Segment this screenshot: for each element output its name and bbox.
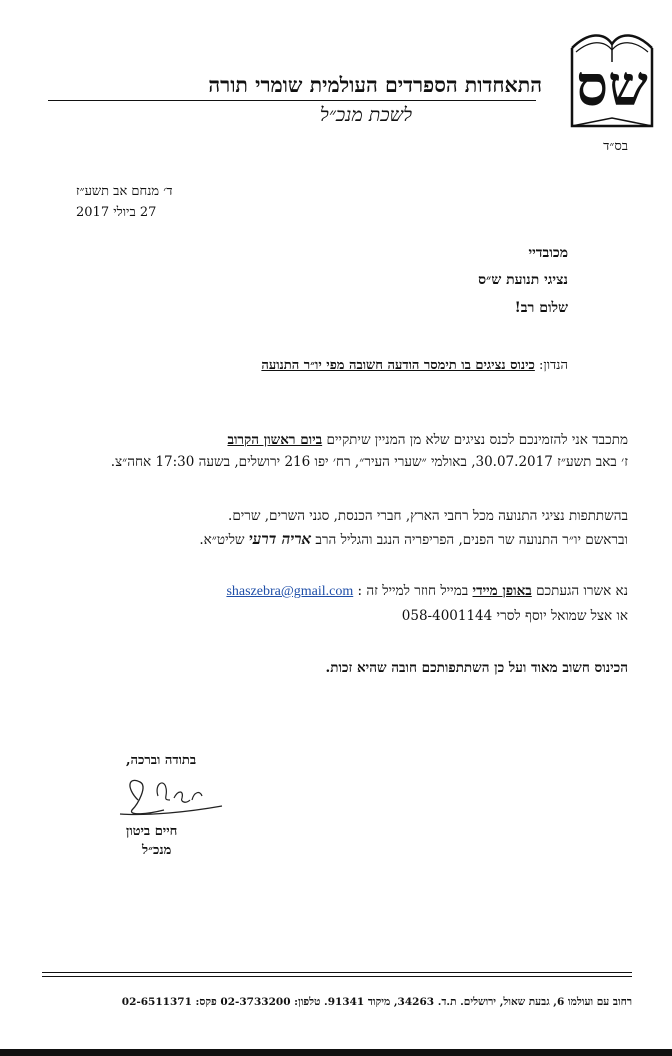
logo-lettering: שס — [576, 53, 648, 119]
bsd-mark: בס״ד — [603, 139, 628, 154]
invitation-text: מתכבד אני להזמינכם לכנס נציגים שלא מן המניין שיתקיים — [326, 432, 628, 448]
shas-logo — [566, 18, 658, 134]
office-name: לשכת מנכ״ל — [319, 104, 412, 126]
participants-line-1: בהשתתפות נציגי התנועה מכל רחבי הארץ, חברי הכנסת, סגני השרים, שרים. — [228, 508, 628, 524]
header-divider — [48, 100, 536, 101]
rsvp-urgency: באופן מיידי — [472, 583, 532, 599]
footer-address: רחוב עם ועולמו 6, גבעת שאול, ירושלים. ת.ד. 34263, מיקוד 91341. טלפון: 02-3733200 פקס: 02-6511371 — [121, 996, 632, 1008]
subject-label: הנדון: — [539, 358, 568, 373]
rsvp-line-2: או אצל שמואל יוסף לסרי 058-4001144 — [401, 608, 628, 624]
chairman-name: אריה דרעי — [248, 530, 312, 548]
signer-name: חיים ביטון — [126, 824, 178, 839]
bottom-edge-band — [0, 1049, 672, 1056]
participants-suffix: שליט״א. — [199, 532, 245, 548]
gregorian-date: 27 ביולי 2017 — [76, 205, 157, 220]
signer-title: מנכ״ל — [142, 843, 172, 858]
organization-name: התאחדות הספרדים העולמית שומרי תורה — [208, 73, 542, 97]
hebrew-date: ד׳ מנחם אב תשע״ז — [76, 184, 173, 199]
handwritten-signature — [118, 770, 228, 828]
footer-divider-bottom — [42, 976, 632, 977]
participants-line-2 — [199, 530, 628, 549]
invitation-line-2: ז׳ באב תשע״ז 30.07.2017, באולמי ״שערי העיר״, רח׳ יפו 216 ירושלים, בשעה 17:30 אחה״צ. — [110, 454, 628, 470]
importance-note: הכינוס חשוב מאוד ועל כן השתתפותכם חובה שהיא זכות. — [325, 660, 628, 676]
invitation-line-1 — [227, 432, 628, 448]
email-link[interactable]: shaszebra@gmail.com — [226, 584, 354, 599]
rsvp-instruction: במייל חוזר למייל זה : — [357, 583, 469, 599]
closing-greeting: בתודה וברכה, — [126, 753, 197, 768]
footer-divider-top — [42, 972, 632, 973]
subject-line — [261, 357, 568, 373]
rsvp-line-1 — [226, 583, 628, 600]
invitation-day: ביום ראשון הקרוב — [227, 432, 323, 448]
recipient-greeting: שלום רב! — [514, 300, 568, 316]
subject-text: כינוס נציגים בו תימסר הודעה חשובה מפי יו״ר התנועה — [261, 358, 535, 373]
participants-text: ובראשם יו״ר התנועה שר הפנים, הפריפריה הנגב והגליל הרב — [315, 532, 628, 548]
recipient-line-2: נציגי תנועת ש״ס — [478, 272, 568, 288]
recipient-line-1: מכובדיי — [528, 245, 568, 261]
rsvp-text: נא אשרו הגעתכם — [536, 583, 628, 599]
